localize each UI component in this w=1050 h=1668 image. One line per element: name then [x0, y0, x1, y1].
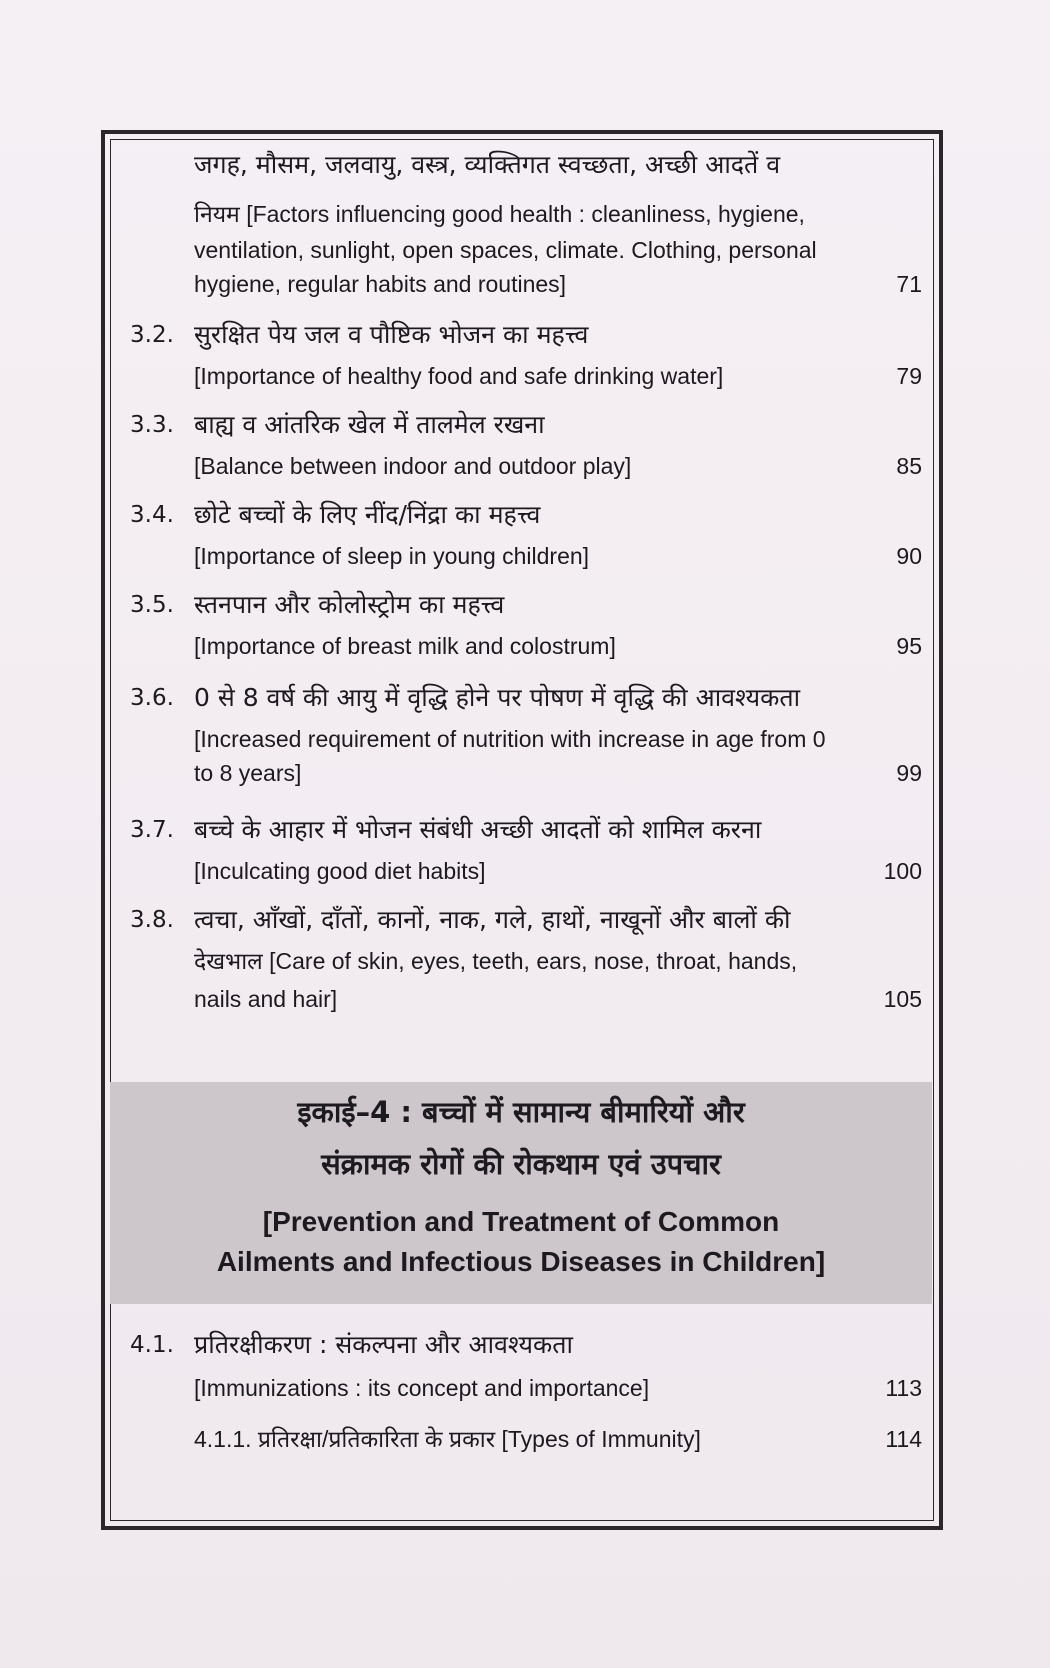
- entry-english-title: [Importance of breast milk and colostrum]: [194, 633, 616, 659]
- unit-4-hindi-title-line2: संक्रामक रोगों की रोकथाम एवं उपचार: [321, 1147, 721, 1181]
- entry-number: 3.3.: [130, 412, 174, 438]
- toc-entry-4-1-1: [130, 1423, 922, 1463]
- entry-number: 4.1.: [130, 1332, 174, 1358]
- entry-text-line: नियम [Factors influencing good health : cleanliness, hygiene,: [194, 201, 805, 227]
- page-number: 99: [896, 760, 922, 786]
- entry-number: 3.6.: [130, 685, 174, 711]
- unit-4-heading-band: [110, 1082, 932, 1304]
- page-number: 90: [896, 543, 922, 569]
- entry-hindi-title: सुरक्षित पेय जल व पौष्टिक भोजन का महत्त्व: [194, 320, 589, 349]
- entry-hindi-title: 0 से 8 वर्ष की आयु में वृद्धि होने पर पोषण में वृद्धि की आवश्यकता: [194, 683, 801, 712]
- entry-number: 3.8.: [130, 907, 174, 933]
- entry-number: 3.4.: [130, 502, 174, 528]
- toc-entry-4-1: [130, 1330, 922, 1410]
- unit-4-english-title-line2: Ailments and Infectious Diseases in Children]: [216, 1246, 826, 1277]
- entry-hindi-title: छोटे बच्चों के लिए नींद/निंद्रा का महत्त्व: [194, 500, 541, 529]
- subentry-title: 4.1.1. प्रतिरक्षा/प्रतिकारिता के प्रकार [Types of Immunity]: [194, 1426, 701, 1452]
- page-number: 71: [896, 271, 922, 297]
- entry-hindi-title: बच्चे के आहार में भोजन संबंधी अच्छी आदतों को शामिल करना: [194, 815, 762, 844]
- toc-entry-3-5: [130, 590, 922, 670]
- unit-4-hindi-title-line1: इकाई–4 : बच्चों में सामान्य बीमारियों और: [297, 1095, 745, 1129]
- page-number: 114: [885, 1426, 922, 1452]
- page-number: 105: [883, 986, 922, 1012]
- toc-entry-3-4: [130, 500, 922, 580]
- entry-english-title: [Inculcating good diet habits]: [194, 858, 486, 884]
- entry-hindi-title: त्वचा, आँखों, दाँतों, कानों, नाक, गले, हाथों, नाखूनों और बालों की: [194, 905, 791, 934]
- entry-text-line: nails and hair]: [194, 986, 338, 1012]
- entry-text-line: ventilation, sunlight, open spaces, climate. Clothing, personal: [194, 237, 817, 263]
- toc-entry-3-8: [130, 905, 922, 1025]
- page-number: 85: [896, 453, 922, 479]
- entry-english-title: [Importance of sleep in young children]: [194, 543, 590, 569]
- entry-number: 3.2.: [130, 322, 174, 348]
- page-number: 113: [885, 1375, 922, 1401]
- toc-entry-3-3: [130, 410, 922, 490]
- entry-number: 3.7.: [130, 817, 174, 843]
- entry-english-title: [Immunizations : its concept and importance]: [194, 1375, 650, 1401]
- toc-entry-3-6: [130, 683, 922, 793]
- unit-4-english-title-line1: [Prevention and Treatment of Common: [262, 1206, 780, 1237]
- entry-text-line: hygiene, regular habits and routines]: [194, 271, 567, 297]
- entry-hindi-text: जगह, मौसम, जलवायु, वस्त्र, व्यक्तिगत स्वच्छता, अच्छी आदतें व: [194, 150, 781, 179]
- entry-hindi-title: बाह्य व आंतरिक खेल में तालमेल रखना: [194, 410, 545, 439]
- entry-english-title: [Balance between indoor and outdoor play]: [194, 453, 632, 479]
- toc-entry-3-2: [130, 320, 922, 400]
- toc-entry-3-1-continued: [130, 150, 922, 300]
- entry-english-title-continued: to 8 years]: [194, 760, 302, 786]
- entry-english-title: [Increased requirement of nutrition with increase in age from 0: [194, 726, 826, 752]
- entry-english-title: [Importance of healthy food and safe drinking water]: [194, 363, 724, 389]
- toc-entry-3-7: [130, 815, 922, 895]
- page-number: 95: [896, 633, 922, 659]
- entry-hindi-title: प्रतिरक्षीकरण : संकल्पना और आवश्यकता: [194, 1330, 573, 1359]
- entry-hindi-title: स्तनपान और कोलोस्ट्रोम का महत्त्व: [194, 590, 505, 619]
- entry-number: 3.5.: [130, 592, 174, 618]
- page-number: 100: [883, 858, 922, 884]
- entry-text-line: देखभाल [Care of skin, eyes, teeth, ears, nose, throat, hands,: [194, 948, 798, 974]
- page-number: 79: [896, 363, 922, 389]
